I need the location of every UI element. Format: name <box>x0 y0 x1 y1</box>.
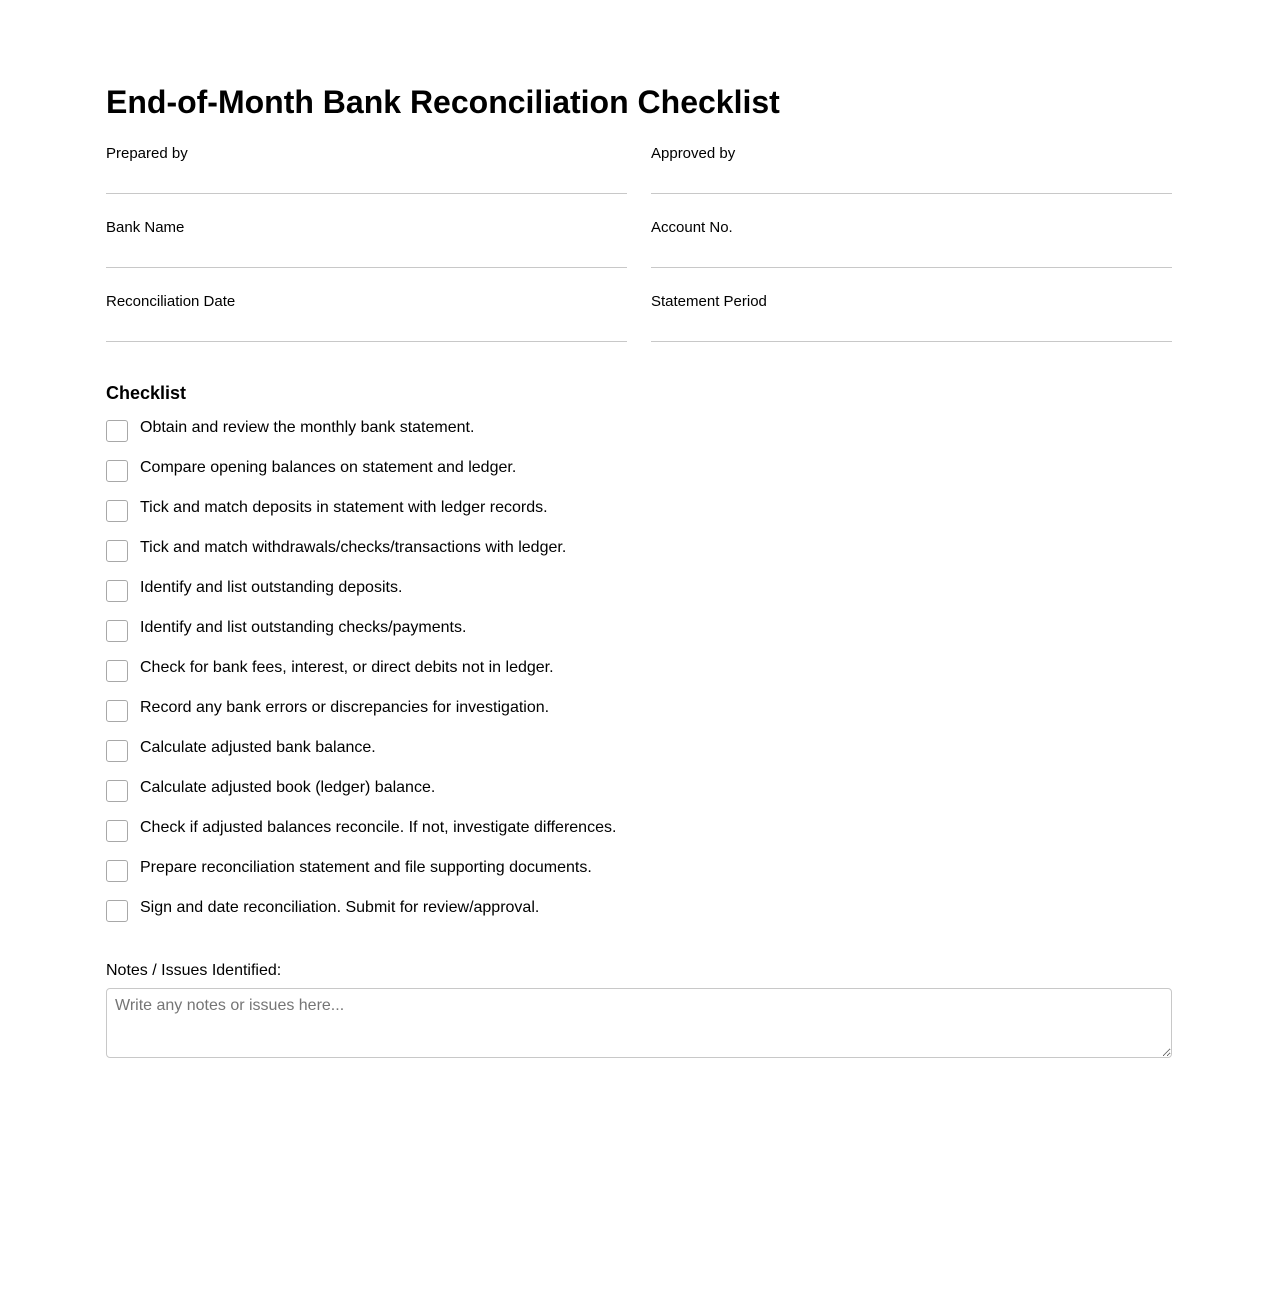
field-account-no <box>651 218 1172 268</box>
approved-by-label: Approved by <box>651 145 736 162</box>
checklist-item-label: Calculate adjusted bank balance. <box>140 739 376 756</box>
checklist-item[interactable] <box>106 458 616 498</box>
checkbox[interactable] <box>106 460 128 482</box>
notes-label: Notes / Issues Identified: <box>106 962 282 979</box>
field-approved-by <box>651 144 1172 194</box>
prepared-by-input[interactable] <box>106 166 627 194</box>
checklist-item-label: Check for bank fees, interest, or direct debits not in ledger. <box>140 659 554 676</box>
bank-name-label: Bank Name <box>106 219 185 236</box>
field-prepared-by <box>106 144 627 194</box>
checklist-item-label: Prepare reconciliation statement and file supporting documents. <box>140 859 592 876</box>
notes-textarea[interactable] <box>106 988 1172 1058</box>
field-bank-name <box>106 218 627 268</box>
checklist-item-label: Record any bank errors or discrepancies for investigation. <box>140 699 550 716</box>
statement-period-input[interactable] <box>651 314 1172 342</box>
checkbox[interactable] <box>106 820 128 842</box>
checkbox[interactable] <box>106 620 128 642</box>
bank-name-input[interactable] <box>106 240 627 268</box>
checklist-item[interactable] <box>106 418 616 458</box>
statement-period-label: Statement Period <box>651 293 767 310</box>
checkbox[interactable] <box>106 900 128 922</box>
checkbox[interactable] <box>106 700 128 722</box>
checklist-item[interactable] <box>106 618 616 658</box>
checklist-item[interactable] <box>106 818 616 858</box>
checkbox[interactable] <box>106 580 128 602</box>
checkbox[interactable] <box>106 780 128 802</box>
checklist-item-label: Tick and match deposits in statement with ledger records. <box>140 499 548 516</box>
checklist-item-label: Identify and list outstanding checks/payments. <box>140 619 467 636</box>
checklist <box>106 418 616 938</box>
checklist-item-label: Check if adjusted balances reconcile. If not, investigate differences. <box>140 819 617 836</box>
checkbox[interactable] <box>106 740 128 762</box>
checklist-item[interactable] <box>106 578 616 618</box>
reconciliation-date-label: Reconciliation Date <box>106 293 236 310</box>
checklist-item-label: Obtain and review the monthly bank statement. <box>140 419 475 436</box>
checklist-item-label: Tick and match withdrawals/checks/transactions with ledger. <box>140 539 567 556</box>
checkbox[interactable] <box>106 660 128 682</box>
header-fields <box>106 144 1172 342</box>
checklist-item-label: Sign and date reconciliation. Submit for review/approval. <box>140 899 540 916</box>
checklist-item[interactable] <box>106 498 616 538</box>
checkbox[interactable] <box>106 860 128 882</box>
checklist-heading: Checklist <box>106 383 187 403</box>
checklist-item-label: Identify and list outstanding deposits. <box>140 579 403 596</box>
field-statement-period <box>651 292 1172 342</box>
account-no-label: Account No. <box>651 219 733 236</box>
checklist-item[interactable] <box>106 698 616 738</box>
checklist-item-label: Compare opening balances on statement and ledger. <box>140 459 517 476</box>
checklist-item[interactable] <box>106 898 616 938</box>
checklist-item[interactable] <box>106 538 616 578</box>
checklist-item[interactable] <box>106 738 616 778</box>
reconciliation-date-input[interactable] <box>106 314 627 342</box>
checklist-item[interactable] <box>106 858 616 898</box>
checklist-item[interactable] <box>106 778 616 818</box>
approved-by-input[interactable] <box>651 166 1172 194</box>
page-title: End-of-Month Bank Reconciliation Checklist <box>106 84 780 120</box>
checkbox[interactable] <box>106 540 128 562</box>
checklist-item-label: Calculate adjusted book (ledger) balance. <box>140 779 436 796</box>
checkbox[interactable] <box>106 500 128 522</box>
field-reconciliation-date <box>106 292 627 342</box>
checkbox[interactable] <box>106 420 128 442</box>
prepared-by-label: Prepared by <box>106 145 188 162</box>
checklist-item[interactable] <box>106 658 616 698</box>
account-no-input[interactable] <box>651 240 1172 268</box>
